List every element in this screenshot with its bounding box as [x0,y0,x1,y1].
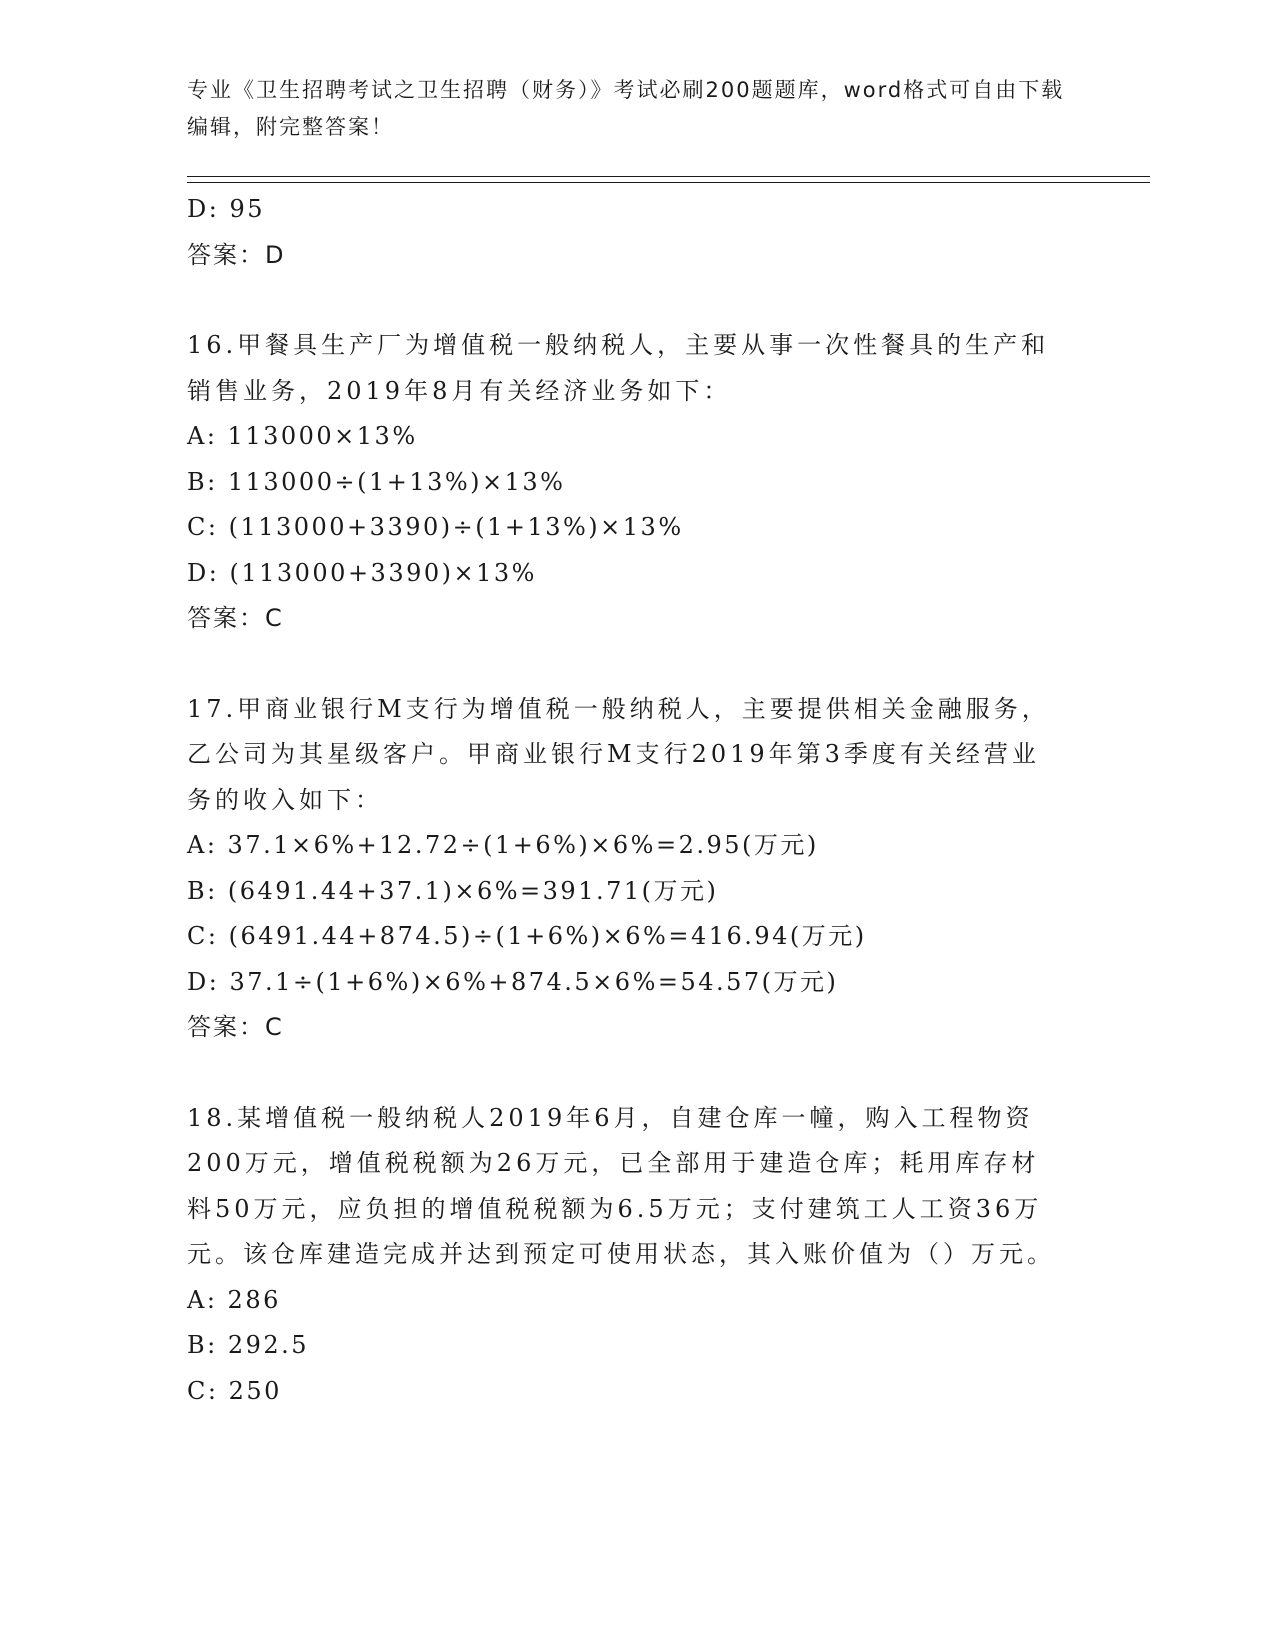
answer-line: 答案：C [187,604,284,632]
option-d: D: 37.1÷(1+6%)×6%+874.5×6%=54.57(万元) [187,967,839,996]
answer-line: 答案：D [187,240,286,269]
header-divider-bottom [187,182,1150,183]
answer-line: 答案：C [187,1013,284,1041]
option-c: C: 250 [187,1376,282,1405]
document-header: 专业《卫生招聘考试之卫生招聘（财务）》考试必刷200题题库，word格式可自由下载编辑，附完整答案！ [187,78,1065,139]
question-18 [187,1096,1087,1415]
option-a: A: 37.1×6%+12.72÷(1+6%)×6%=2.95(万元) [187,831,819,859]
option-a: A: 286 [187,1285,281,1314]
option-c: C: (113000+3390)÷(1+13%)×13% [187,513,684,541]
option-c: C: (6491.44+874.5)÷(1+6%)×6%=416.94(万元) [187,922,867,950]
header-divider-top [187,176,1150,177]
option-b: B: 292.5 [187,1331,310,1359]
spacer [187,1051,1087,1096]
question-16 [187,323,1087,642]
option-a: A: 113000×13% [187,422,418,450]
question-17 [187,687,1087,1051]
spacer [187,642,1087,687]
option-b: B: (6491.44+37.1)×6%=391.71(万元) [187,876,719,905]
option-d: D: (113000+3390)×13% [187,558,537,587]
question-stem: 18.某增值税一般纳税人2019年6月，自建仓库一幢，购入工程物资200万元，增值税税额为26万元，已全部用于建造仓库；耗用库存材料50万元，应负担的增值税税额为6.5万元；支付建筑工人工资36万元。该仓库建造完成并达到预定可使用状态，其入账价值为（）万元。 [187,1103,1055,1268]
document-body [187,187,1087,1414]
question-stem: 17.甲商业银行M支行为增值税一般纳税人，主要提供相关金融服务，乙公司为其星级客户。甲商业银行M支行2019年第3季度有关经营业务的收入如下： [187,694,1050,814]
option-b: B: 113000÷(1+13%)×13% [187,467,566,496]
question-stem: 16.甲餐具生产厂为增值税一般纳税人，主要从事一次性餐具的生产和销售业务，2019年8月有关经济业务如下： [187,331,1050,405]
option-d: D: 95 [187,195,265,223]
spacer [187,278,1087,323]
